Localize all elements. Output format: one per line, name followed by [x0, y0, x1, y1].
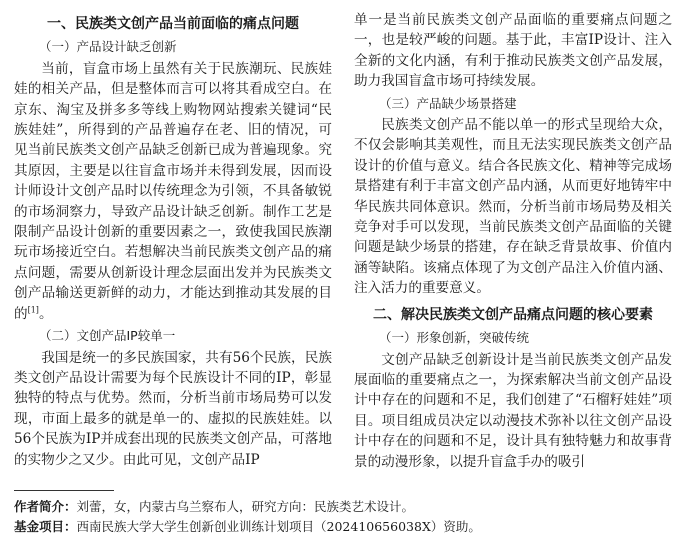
right-column [354, 10, 672, 472]
paragraph-3: 民族类文创产品不能以单一的形式呈现给大众，不仅会影响其美观性，而且无法实现民族类文创产品设计的价值与意义。结合各民族文化、精神等完成场景搭建有利于丰富文创产品内涵，从而更好地铸牢中华民族共同体意识。然而，分析当前市场局势及相关竞争对手可以发现，当前民族类文创产品面临的关键问题是缺少场景的搭建，存在缺乏背景故事、价值内涵等缺陷。该痛点体现了为文创产品注入价值内涵、注入活力的重要意义。 [354, 117, 672, 297]
fund-label: 基金项目： [14, 519, 77, 534]
paragraph-1 [14, 59, 332, 324]
subsection-2-heading: （二）文创产品IP较单一 [39, 328, 176, 344]
paragraph-2-continued: 单一是当前民族类文创产品面临的重要痛点问题之一，也是较严峻的问题。基于此，丰富IP设计、注入全新的文化内涵，有利于推动民族类文创产品发展，助力我国盲盒市场可持续发展。 [354, 12, 672, 90]
section-1-heading: 一、民族类文创产品当前面临的痛点问题 [47, 16, 299, 32]
subsection-1-heading: （一）产品设计缺乏创新 [39, 39, 177, 55]
fund-note [14, 518, 674, 536]
subsection-3-heading: （三）产品缺少场景搭建 [379, 95, 517, 111]
paragraph-1-end: 。 [38, 305, 53, 322]
citation-1[interactable]: [1] [27, 305, 39, 315]
subsection-4-heading: （一）形象创新，突破传统 [379, 330, 530, 346]
footnote-divider [14, 490, 114, 491]
paragraph-2: 我国是统一的多民族国家，共有56个民族，民族类文创产品设计需要为每个民族设计不同的IP，彰显独特的特点与优势。然而，分析当前市场局势可以发现，市面上最多的就是单一的、虚拟的民族娃娃。以56个民族为IP并成套出现的民族类文创产品，可落地的实物少之又少。由此可见，文创产品IP [14, 349, 332, 468]
author-label: 作者简介： [14, 499, 77, 514]
paragraph-4: 文创产品缺乏创新设计是当前民族类文创产品发展面临的重要痛点之一，为探索解决当前文创产品设计中存在的问题和不足，我们创建了“石榴籽娃娃”项目。项目组成员决定以动漫技术弥补以往文创产品设计中存在的问题和不足，设计具有独特魅力和故事背景的动漫形象，以提升盲盒手办的吸引 [354, 351, 672, 470]
paragraph-1-text: 当前，盲盒市场上虽然有关于民族潮玩、民族娃娃的相关产品，但是整体而言可以将其看成空白。在京东、淘宝及拼多多等线上购物网站搜索关键词“民族娃娃”，所得到的产品普遍存在老、旧的情况，可见当前民族类文创产品缺乏创新已成为普遍现象。究其原因，主要是以往盲盒市场并未得到发展，因而设计师设计文创产品时以传统理念为引领，不具备敏锐的市场洞察力，导致产品设计缺乏创新。制作工艺是限制产品设计创新的重要因素之一，致使我国民族潮玩市场接近空白。若想解决当前民族类文创产品的痛点问题，需要从创新设计理念层面出发并为民族类文创产品输送更新鲜的动力，才能达到推动其发展的目的 [14, 60, 332, 322]
author-text: 刘蕾，女，内蒙古乌兰察布人，研究方向：民族类艺术设计。 [76, 499, 415, 514]
fund-text: 西南民族大学大学生创新创业训练计划项目（202410656038X）资助。 [76, 519, 481, 534]
left-column [14, 10, 332, 470]
section-2-heading: 二、解决民族类文创产品痛点问题的核心要素 [373, 306, 653, 323]
author-note [14, 498, 674, 516]
